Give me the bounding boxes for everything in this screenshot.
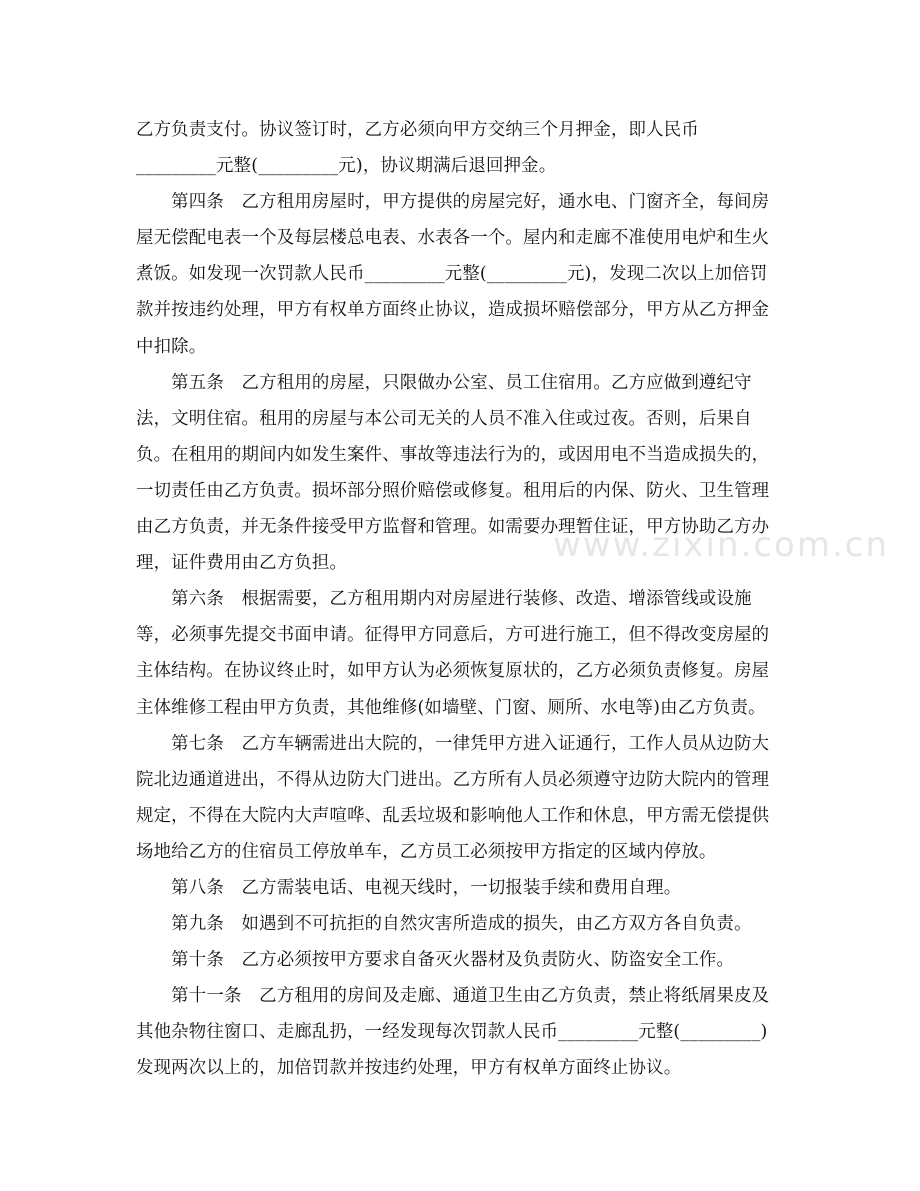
text-line: 发现两次以上的，加倍罚款并按违约处理，甲方有权单方面终止协议。 [136,1058,682,1079]
watermark: www.zixin.com.cn [553,525,889,565]
text-line: 其他杂物往窗口、走廊乱扔，一经发现每次罚款人民币_________元整(_________) [136,1022,768,1043]
text-line: 院北边通道进出，不得从边防大门进出。乙方所有人员必须遵守边防大院内的管理 [136,769,770,790]
text-line: 款并按违约处理，甲方有权单方面终止协议，造成损坏赔偿部分，甲方从乙方押金 [136,300,770,321]
text-line: 屋无偿配电表一个及每层楼总电表、水表各一个。屋内和走廊不准使用电炉和生火 [136,228,770,249]
text-line: 主体结构。在协议终止时，如甲方认为必须恢复原状的，乙方必须负责修复。房屋 [136,661,770,682]
text-line: 由乙方负责，并无条件接受甲方监督和管理。如需要办理暂住证，甲方协助乙方办 [136,517,770,538]
text-line: 第七条 乙方车辆需进出大院的，一律凭甲方进入证通行，工作人员从边防大 [136,733,770,754]
text-line: 规定，不得在大院内大声喧哗、乱丢垃圾和影响他人工作和休息，甲方需无偿提供 [136,805,770,826]
text-line: 主体维修工程由甲方负责，其他维修(如墙壁、门窗、厕所、水电等)由乙方负责。 [136,697,766,718]
text-line: 中扣除。 [136,336,207,357]
text-line: 第九条 如遇到不可抗拒的自然灾害所造成的损失，由乙方双方各自负责。 [136,914,752,935]
text-line: 等，必须事先提交书面申请。征得甲方同意后，方可进行施工，但不得改变房屋的 [136,625,770,646]
text-line: 负。在租用的期间内如发生案件、事故等违法行为的，或因用电不当造成损失的， [136,444,770,465]
text-line: 第六条 根据需要，乙方租用期内对房屋进行装修、改造、增添管线或设施 [136,589,752,610]
text-line: 煮饭。如发现一次罚款人民币_________元整(_________元)，发现二次以上加倍罚 [136,264,768,285]
text-line: _________元整(_________元)，协议期满后退回押金。 [136,156,557,177]
text-line: 第五条 乙方租用的房屋，只限做办公室、员工住宿用。乙方应做到遵纪守 [136,372,752,393]
text-line: 第十一条 乙方租用的房间及走廊、通道卫生由乙方负责，禁止将纸屑果皮及 [136,986,770,1007]
text-line: 理，证件费用由乙方负担。 [136,553,348,574]
text-line: 法，文明住宿。租用的房屋与本公司无关的人员不准入住或过夜。否则，后果自 [136,408,752,429]
text-line: 第十条 乙方必须按甲方要求自备灭火器材及负责防火、防盗安全工作。 [136,950,735,971]
text-line: 一切责任由乙方负责。损坏部分照价赔偿或修复。租用后的内保、防火、卫生管理 [136,480,770,501]
text-line: 第八条 乙方需装电话、电视天线时，一切报装手续和费用自理。 [136,877,682,898]
body-text [136,112,786,1087]
text-line: 乙方负责支付。协议签订时，乙方必须向甲方交纳三个月押金，即人民币 [136,120,699,140]
text-line: 第四条 乙方租用房屋时，甲方提供的房屋完好，通水电、门窗齐全，每间房 [136,192,770,213]
text-line: 场地给乙方的住宿员工停放单车，乙方员工必须按甲方指定的区域内停放。 [136,841,717,862]
